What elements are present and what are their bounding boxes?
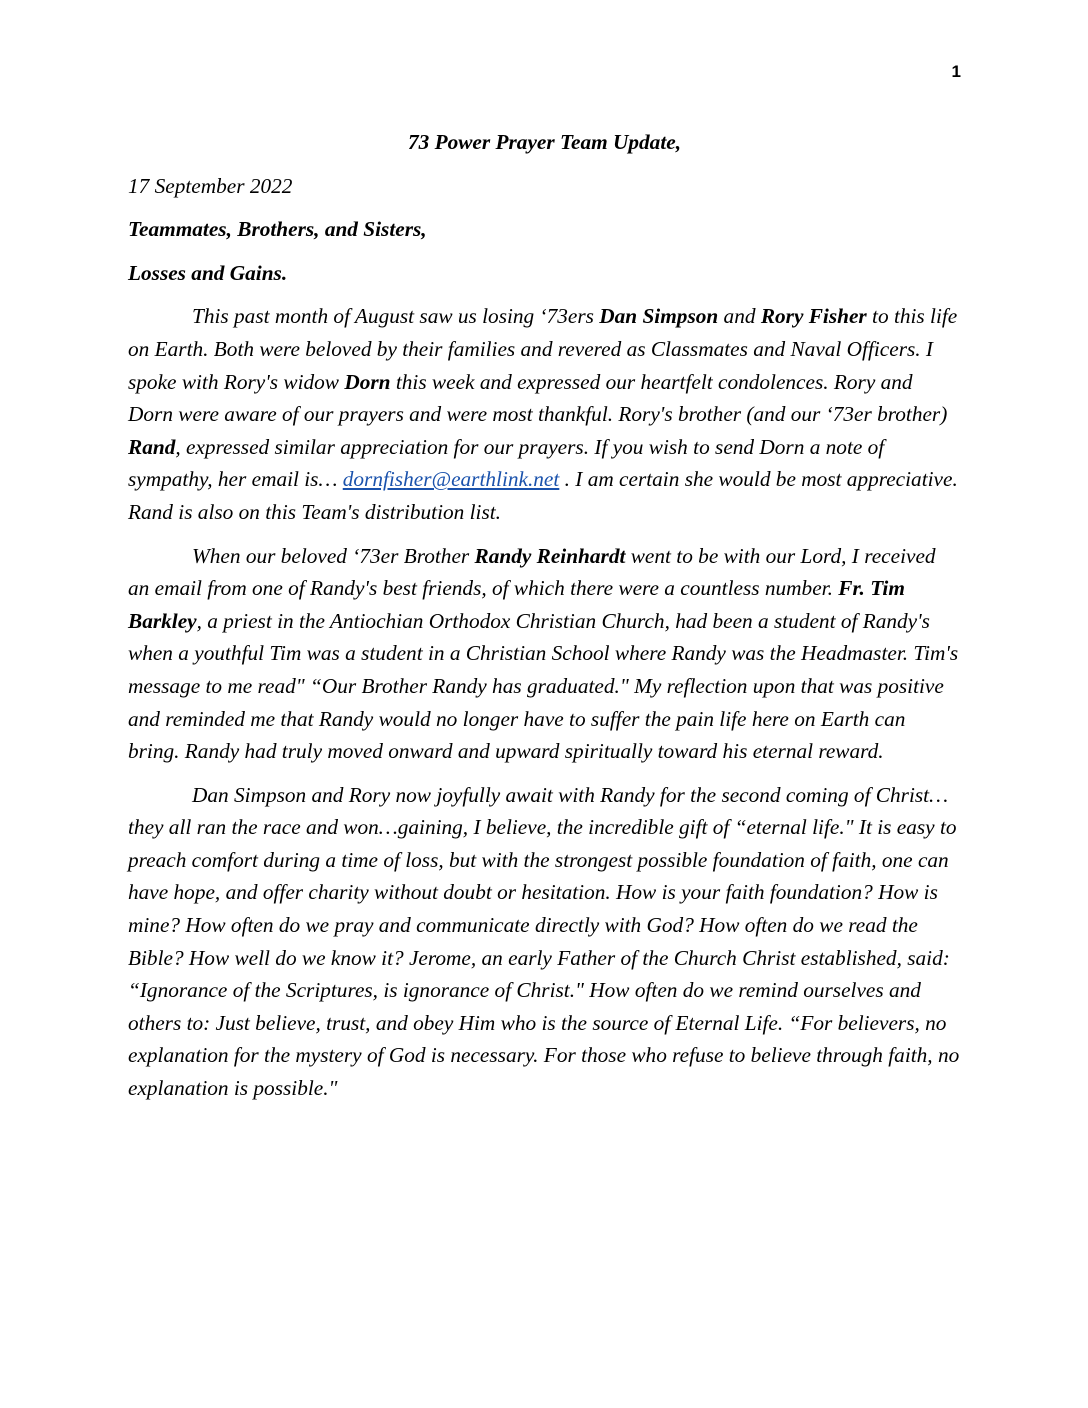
text-run: , expressed similar appreciation for our prayers. If you wish to send Dorn a note of sympathy, her email is… [128, 434, 885, 492]
text-run: This past month of August saw us losing ‘73ers [192, 304, 600, 329]
text-run: and [718, 304, 761, 329]
text-run: . I am certain she would be most appreciative. Rand is also on this Team's distribution list. [128, 467, 958, 524]
paragraph-losses [128, 300, 961, 528]
paragraph-randy-reinhardt [128, 540, 961, 768]
text-run: Rory Fisher [760, 304, 867, 329]
paragraph-faith-reflection [128, 779, 961, 1105]
text-run: Dan Simpson and Rory now joyfully await with Randy for the second coming of Christ…they all ran the race and won…gaining, I believe, the incredible gift of “eternal life." It is easy to preach comfort during a time of loss, but with the strongest possible foundation of faith, one can have hope, and offer charity without doubt or hesitation. How is your faith foundation? How is mine? How often do we pray and communicate directly with God? How often do we read the Bible? How well do we know it? Jerome, an early Father of the Church Christ established, said: “Ignorance of the Scriptures, is ignorance of Christ." How often do we remind ourselves and others to: Just believe, trust, and obey Him who is the source of Eternal Life. “For believers, no explanation for the mystery of God is necessary. For those who refuse to believe through faith, no explanation is possible." [128, 782, 960, 1101]
document-title: 73 Power Prayer Team Update, [407, 130, 682, 154]
subject-heading: Losses and Gains. [128, 260, 288, 285]
text-run: Dorn [344, 369, 391, 394]
text-run: Randy Reinhardt [474, 543, 626, 568]
text-run: Rand [128, 434, 176, 459]
document-content [128, 126, 961, 1116]
text-run: Dan Simpson [599, 304, 719, 329]
text-run: Fr. Tim Barkley [128, 576, 905, 633]
salutation: Teammates, Brothers, and Sisters, [128, 217, 427, 242]
text-run: went to be with our Lord, I received an email from one of Randy's best friends, of which there were a countless number. [128, 543, 936, 601]
text-run: When our beloved ‘73er Brother [192, 543, 475, 568]
page-number: 1 [951, 62, 961, 81]
text-run: to this life on Earth. Both were beloved by their families and revered as Classmates and Naval Officers. I spoke with Rory's widow [128, 304, 958, 394]
text-run: this week and expressed our heartfelt condolences. Rory and Dorn were aware of our prayers and were most thankful. Rory's brother (and our ‘73er brother) [128, 369, 948, 427]
text-run: , a priest in the Antiochian Orthodox Christian Church, had been a student of Randy's when a youthful Tim was a student in a Christian School where Randy was the Headmaster. Tim's message to me read" “Our Brother Randy has graduated." My reflection upon that was positive and reminded me that Randy would no longer have to suffer the pain life here on Earth can bring. Randy had truly moved onward and upward spiritually toward his eternal reward. [128, 608, 959, 764]
document-date: 17 September 2022 [128, 173, 293, 198]
email-link[interactable]: dornfisher@earthlink.net [342, 467, 560, 492]
